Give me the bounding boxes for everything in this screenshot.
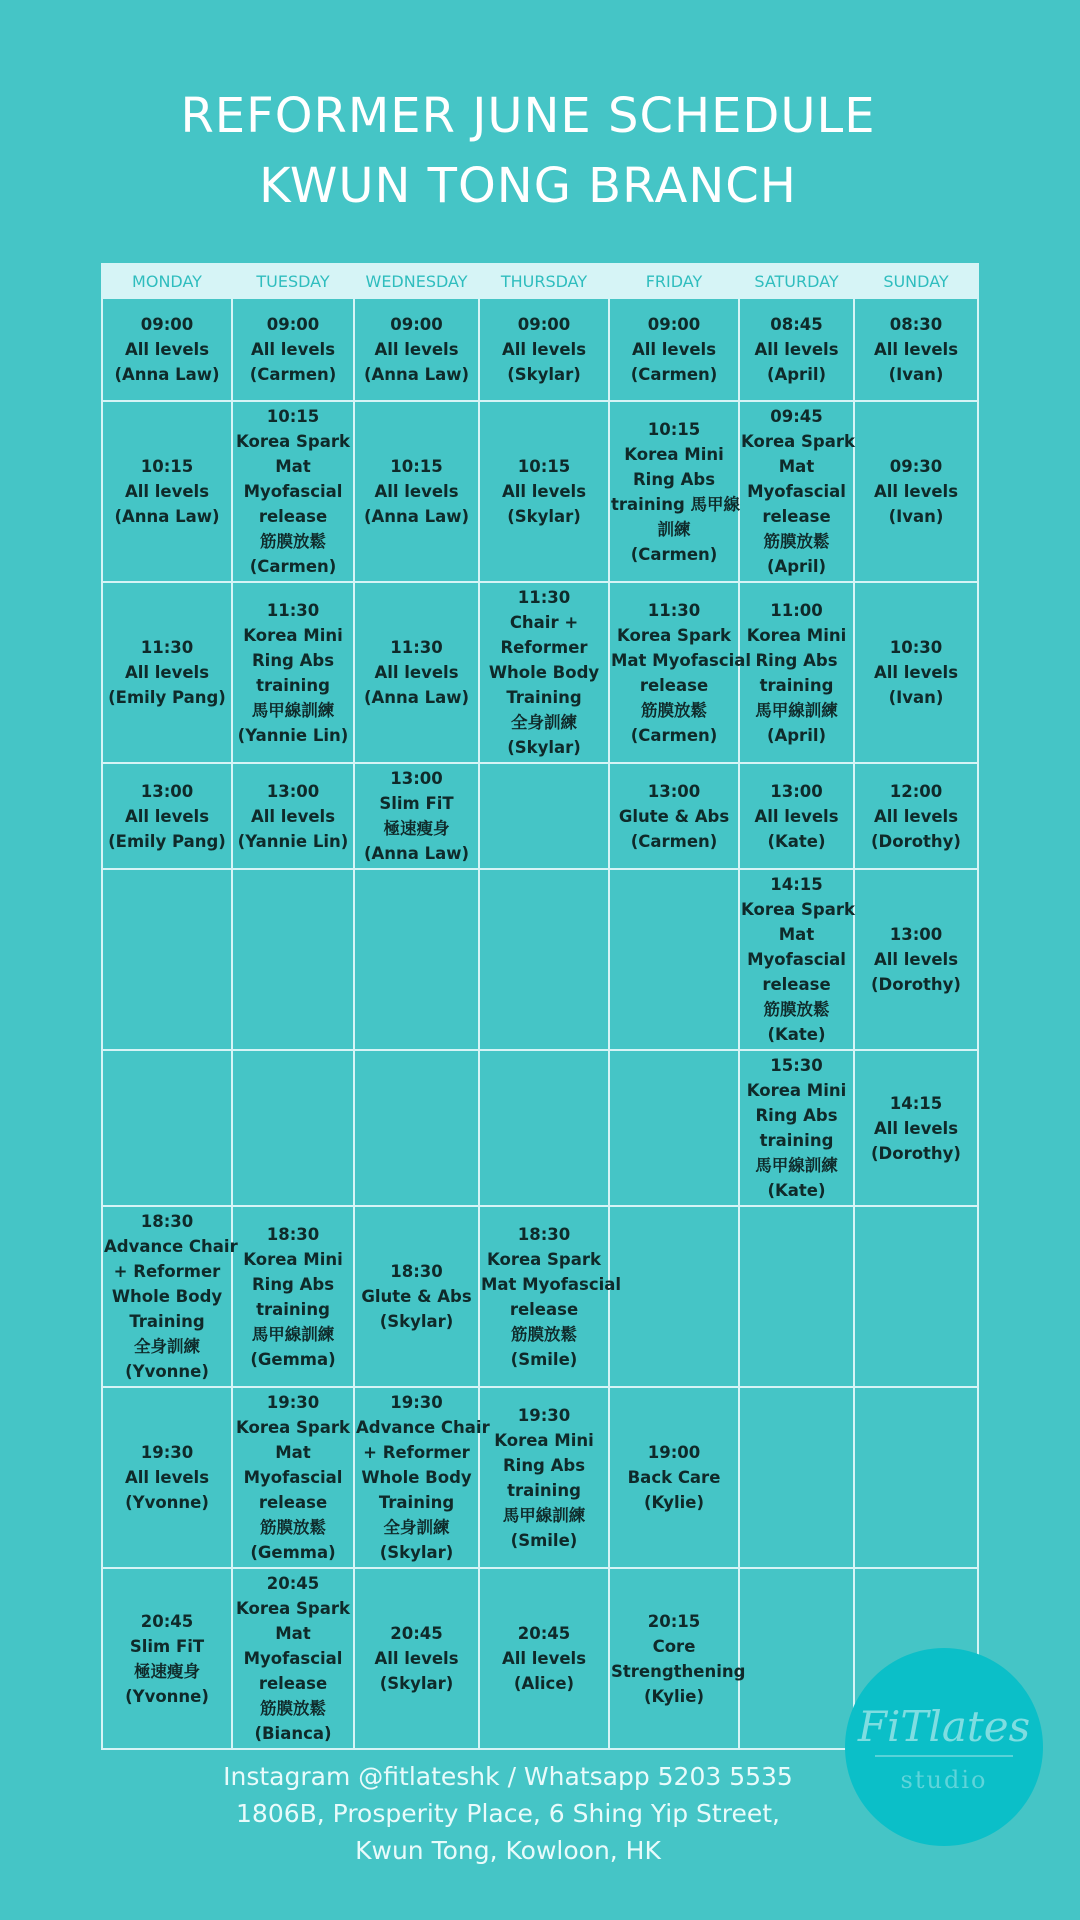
class-detail: 馬甲線訓練 [251, 1324, 335, 1344]
class-detail: Ring Abs [755, 1106, 838, 1125]
class-time: 09:00 [517, 315, 571, 334]
day-header-monday: MONDAY [102, 264, 232, 298]
class-detail: (Smile) [510, 1349, 578, 1369]
class-time: 11:30 [140, 638, 194, 657]
class-detail: Korea Spark [236, 1418, 350, 1437]
class-cell [354, 582, 479, 763]
schedule-table [101, 263, 979, 1750]
class-cell [739, 763, 854, 869]
empty-cell [102, 869, 232, 1050]
class-detail: All levels [501, 482, 587, 501]
class-cell [232, 763, 354, 869]
class-time: 19:30 [517, 1405, 571, 1425]
class-detail: + Reformer [363, 1443, 470, 1462]
day-header-friday: FRIDAY [609, 264, 739, 298]
class-detail: (Kylie) [643, 1686, 705, 1706]
class-time: 10:15 [266, 407, 320, 426]
class-cell [232, 582, 354, 763]
class-detail: 馬甲線訓練 [502, 1505, 586, 1525]
class-cell [102, 1568, 232, 1749]
class-detail: Korea Mini [243, 1249, 343, 1269]
class-time: 18:30 [140, 1212, 194, 1231]
class-detail: release [258, 1493, 328, 1512]
class-detail: All levels [250, 806, 336, 826]
class-cell [354, 1206, 479, 1387]
class-detail: Mat [778, 925, 815, 944]
class-cell [232, 1387, 354, 1568]
contact-line: Instagram @fitlateshk / Whatsapp 5203 5535 [223, 1762, 793, 1791]
class-detail: training [256, 675, 330, 695]
class-detail: Korea Mini [243, 625, 343, 645]
class-detail: (Carmen) [630, 365, 718, 384]
class-detail: (Yvonne) [125, 1686, 209, 1706]
class-detail: 筋膜放鬆 [260, 1699, 326, 1718]
class-time: 18:30 [266, 1224, 320, 1244]
class-detail: 全身訓練 [511, 713, 577, 732]
class-cell [739, 401, 854, 582]
class-cell [479, 1206, 622, 1387]
class-detail: Myofascial [747, 950, 846, 969]
class-cell [609, 1387, 739, 1568]
class-time: 10:15 [517, 457, 571, 476]
class-detail: Training [506, 688, 582, 707]
class-cell [354, 298, 479, 401]
branch-title: KWUN TONG BRANCH [259, 158, 797, 214]
time-slot-row [102, 1206, 978, 1387]
class-time: 20:45 [517, 1624, 571, 1643]
class-detail: Mat [275, 1624, 311, 1643]
class-cell [232, 1568, 354, 1749]
class-cell [854, 763, 978, 869]
class-time: 09:00 [390, 315, 443, 334]
class-detail: (Yannie Lin) [237, 725, 349, 745]
class-detail: Ring Abs [632, 469, 716, 489]
class-detail: All levels [124, 482, 210, 501]
class-time: 13:00 [140, 781, 194, 801]
class-time: 18:30 [517, 1224, 571, 1244]
class-time: 11:30 [390, 638, 443, 657]
class-cell [232, 298, 354, 401]
class-detail: (Anna Law) [363, 507, 470, 526]
class-detail: Advance Chair [356, 1418, 490, 1437]
empty-cell [102, 1050, 232, 1206]
class-detail: All levels [501, 340, 587, 359]
class-detail: (Dorothy) [871, 975, 961, 994]
class-detail: All levels [754, 806, 839, 826]
class-cell [102, 298, 232, 401]
class-detail: training [507, 1480, 581, 1500]
class-detail: (Kylie) [643, 1493, 705, 1512]
class-cell [739, 298, 854, 401]
class-time: 11:30 [647, 600, 701, 620]
class-cell [479, 582, 609, 763]
empty-cell [479, 869, 609, 1050]
class-detail: (Gemma) [250, 1543, 336, 1562]
class-detail: All levels [873, 663, 959, 682]
class-detail: Korea Mini [746, 625, 847, 645]
class-detail: (Carmen) [249, 557, 337, 576]
empty-cell [609, 1050, 739, 1206]
class-detail: All levels [501, 1649, 587, 1668]
class-detail: 筋膜放鬆 [763, 1000, 830, 1019]
class-detail: training [759, 675, 834, 695]
class-detail: 筋膜放鬆 [260, 1518, 326, 1537]
class-detail: 全身訓練 [383, 1518, 450, 1537]
time-slot-row [102, 582, 978, 763]
class-detail: Whole Body [361, 1468, 472, 1487]
empty-cell [609, 869, 739, 1050]
empty-cell [354, 1050, 479, 1206]
class-detail: Korea Mini [624, 444, 724, 464]
class-detail: Mat Myofascial [481, 1274, 622, 1294]
address-line-1: 1806B, Prosperity Place, 6 Shing Yip Street, [236, 1799, 780, 1828]
class-detail: 馬甲線訓練 [755, 700, 838, 720]
class-time: 12:00 [889, 781, 943, 801]
class-cell [232, 1206, 354, 1387]
class-detail: Training [378, 1493, 455, 1512]
class-detail: release [762, 507, 831, 526]
class-cell [854, 869, 978, 1050]
class-detail: Strengthening [611, 1661, 746, 1681]
class-detail: Mat [275, 1443, 311, 1462]
day-header-saturday: SATURDAY [739, 264, 854, 298]
class-time: 13:00 [770, 781, 823, 801]
class-detail: release [762, 975, 831, 994]
class-cell [609, 1568, 746, 1749]
empty-cell [739, 1206, 854, 1387]
class-detail: Advance Chair [104, 1237, 238, 1256]
class-detail: (Gemma) [250, 1349, 336, 1369]
class-time: 09:00 [140, 315, 194, 334]
class-detail: 極速瘦身 [134, 1661, 200, 1681]
class-detail: Whole Body [488, 663, 600, 682]
class-detail: (Anna Law) [363, 365, 470, 384]
class-cell [854, 401, 978, 582]
class-cell [854, 1050, 978, 1206]
class-detail: (Carmen) [630, 725, 718, 745]
time-slot-row [102, 1387, 978, 1568]
class-detail: All levels [374, 340, 459, 359]
class-detail: Chair + [509, 613, 579, 632]
class-detail: All levels [250, 340, 336, 359]
class-detail: Ring Abs [755, 650, 838, 670]
class-detail: Whole Body [111, 1287, 223, 1306]
class-detail: 馬甲線訓練 [755, 1156, 838, 1175]
class-detail: (April) [766, 725, 827, 745]
class-detail: (Kate) [767, 1025, 826, 1044]
empty-cell [354, 869, 479, 1050]
class-detail: (Ivan) [888, 365, 944, 384]
class-time: 10:15 [647, 419, 701, 439]
time-slot-row [102, 869, 978, 1050]
class-detail: Korea Mini [494, 1430, 594, 1450]
class-detail: (Yvonne) [125, 1493, 209, 1512]
class-detail: (Carmen) [249, 365, 337, 384]
class-detail: All levels [873, 950, 959, 969]
empty-cell [479, 1050, 609, 1206]
empty-cell [232, 1050, 354, 1206]
class-detail: Back Care [627, 1468, 721, 1487]
class-cell [479, 1387, 609, 1568]
class-detail: (Carmen) [630, 544, 718, 564]
class-cell [854, 298, 978, 401]
class-detail: release [258, 507, 328, 526]
class-time: 08:30 [889, 315, 943, 334]
class-detail: training [759, 1131, 834, 1150]
class-detail: (Skylar) [379, 1543, 454, 1562]
schedule-body [102, 298, 978, 1749]
class-detail: Glute & Abs [361, 1287, 472, 1306]
class-detail: 筋膜放鬆 [641, 700, 707, 720]
class-detail: (Kate) [767, 1181, 826, 1200]
time-slot-row [102, 298, 978, 401]
class-detail: Ring Abs [251, 1274, 335, 1294]
logo-wordmark: FiTlates [857, 1702, 1031, 1751]
class-detail: Mat [275, 457, 311, 476]
class-time: 11:30 [517, 588, 571, 607]
class-detail: (Ivan) [888, 688, 944, 707]
class-detail: 筋膜放鬆 [260, 532, 326, 551]
class-detail: Slim FiT [379, 794, 454, 813]
class-time: 10:15 [140, 457, 194, 476]
class-detail: (Dorothy) [871, 1143, 961, 1163]
logo-subtitle: studio [900, 1766, 988, 1794]
class-cell [354, 401, 479, 582]
class-detail: (April) [766, 557, 827, 576]
class-time: 09:00 [647, 315, 701, 334]
class-time: 20:45 [390, 1624, 443, 1643]
class-detail: All levels [124, 806, 210, 826]
class-time: 14:15 [770, 875, 823, 894]
class-cell [102, 1387, 232, 1568]
class-detail: (Skylar) [507, 507, 581, 526]
class-cell [854, 582, 978, 763]
empty-cell [232, 869, 354, 1050]
class-detail: (April) [766, 365, 827, 384]
class-detail: All levels [873, 482, 959, 501]
time-slot-row [102, 763, 978, 869]
class-cell [354, 1387, 490, 1568]
class-time: 19:30 [140, 1443, 194, 1462]
class-detail: All levels [631, 340, 717, 359]
class-detail: (Skylar) [507, 738, 581, 757]
day-header-sunday: SUNDAY [854, 264, 978, 298]
class-cell [479, 1568, 609, 1749]
class-detail: (Dorothy) [871, 831, 961, 851]
class-cell [609, 763, 739, 869]
class-cell [102, 1206, 238, 1387]
schedule-title: REFORMER JUNE SCHEDULE [180, 88, 876, 144]
day-header-wednesday: WEDNESDAY [354, 264, 479, 298]
class-time: 19:30 [390, 1393, 443, 1412]
class-cell [479, 401, 609, 582]
class-detail: 全身訓練 [134, 1337, 200, 1356]
class-detail: 筋膜放鬆 [763, 532, 830, 551]
class-time: 09:30 [889, 457, 943, 476]
class-detail: (Emily Pang) [108, 831, 226, 851]
class-time: 13:00 [889, 925, 943, 944]
class-cell [102, 401, 232, 582]
day-header-row [102, 264, 978, 298]
class-time: 20:45 [140, 1611, 194, 1631]
class-cell [609, 401, 739, 582]
class-detail: (Yannie Lin) [237, 831, 349, 851]
class-detail: training [256, 1299, 330, 1319]
class-detail: Ring Abs [251, 650, 335, 670]
class-detail: Mat [778, 457, 815, 476]
class-cell [102, 763, 232, 869]
class-detail: Slim FiT [129, 1636, 205, 1656]
class-detail: Reformer [500, 638, 588, 657]
class-detail: All levels [374, 663, 459, 682]
class-detail: Training [129, 1312, 205, 1331]
day-header-tuesday: TUESDAY [232, 264, 354, 298]
class-detail: (Emily Pang) [108, 688, 226, 707]
class-cell [739, 582, 854, 763]
class-detail: 訓練 [657, 519, 691, 539]
class-time: 10:15 [390, 457, 443, 476]
class-detail: All levels [873, 806, 959, 826]
class-detail: Korea Mini [746, 1081, 847, 1100]
class-detail: Korea Spark [741, 432, 855, 451]
class-detail: All levels [873, 1118, 959, 1138]
class-detail: (Anna Law) [114, 507, 220, 526]
class-detail: Myofascial [243, 482, 343, 501]
class-cell [609, 582, 752, 763]
class-detail: 筋膜放鬆 [511, 1324, 577, 1344]
class-detail: All levels [374, 482, 459, 501]
class-detail: (Anna Law) [363, 688, 470, 707]
class-detail: Korea Spark [236, 1599, 350, 1618]
empty-cell [854, 1206, 978, 1387]
class-time: 10:30 [889, 638, 943, 657]
class-cell [739, 869, 854, 1050]
class-detail: All levels [124, 1468, 210, 1487]
class-detail: Myofascial [243, 1649, 343, 1668]
class-detail: Korea Spark [236, 432, 350, 451]
class-time: 14:15 [889, 1093, 943, 1113]
class-detail: (Kate) [767, 831, 826, 851]
class-time: 20:45 [266, 1574, 320, 1593]
class-cell [354, 1568, 479, 1749]
class-time: 20:15 [647, 1611, 701, 1631]
class-detail: Ring Abs [502, 1455, 586, 1475]
class-detail: (Smile) [510, 1530, 578, 1550]
class-detail: training 馬甲線 [611, 494, 741, 514]
empty-cell [479, 763, 609, 869]
class-cell [739, 1050, 854, 1206]
empty-cell [609, 1206, 739, 1387]
class-time: 13:00 [390, 769, 443, 788]
class-detail: (Skylar) [507, 365, 581, 384]
class-detail: release [509, 1299, 579, 1319]
class-detail: (Anna Law) [363, 844, 470, 863]
class-time: 19:00 [647, 1443, 701, 1462]
class-detail: (Carmen) [630, 831, 718, 851]
class-detail: release [258, 1674, 328, 1693]
address-line-2: Kwun Tong, Kowloon, HK [355, 1836, 661, 1865]
class-detail: All levels [754, 340, 839, 359]
class-time: 08:45 [770, 315, 823, 334]
class-detail: Korea Spark [487, 1249, 601, 1269]
class-detail: (Skylar) [379, 1674, 454, 1693]
class-detail: Core [652, 1636, 696, 1656]
class-detail: (Bianca) [254, 1724, 332, 1743]
class-detail: Myofascial [243, 1468, 343, 1487]
time-slot-row [102, 401, 978, 582]
class-detail: 馬甲線訓練 [251, 700, 335, 720]
class-cell [102, 582, 232, 763]
class-detail: (Yvonne) [125, 1362, 209, 1381]
empty-cell [854, 1387, 978, 1568]
class-detail: (Ivan) [888, 507, 944, 526]
class-detail: All levels [374, 1649, 459, 1668]
empty-cell [739, 1387, 854, 1568]
class-cell [609, 298, 739, 401]
class-detail: release [639, 675, 709, 695]
class-detail: 極速瘦身 [383, 819, 450, 838]
class-detail: Korea Spark [741, 900, 855, 919]
class-detail: Mat Myofascial [611, 650, 752, 670]
class-detail: All levels [124, 340, 210, 359]
class-time: 09:45 [770, 407, 823, 426]
day-header-thursday: THURSDAY [479, 264, 609, 298]
class-cell [232, 401, 354, 582]
class-time: 11:30 [266, 600, 320, 620]
class-time: 18:30 [390, 1262, 443, 1281]
class-cell [479, 298, 609, 401]
empty-cell [739, 1568, 854, 1749]
studio-logo [845, 1648, 1043, 1846]
class-detail: Myofascial [747, 482, 846, 501]
class-time: 09:00 [266, 315, 320, 334]
class-detail: Glute & Abs [618, 806, 730, 826]
class-detail: (Alice) [513, 1674, 575, 1693]
class-time: 11:00 [770, 600, 823, 620]
class-detail: Korea Spark [617, 625, 731, 645]
class-detail: All levels [124, 663, 210, 682]
class-detail: All levels [873, 340, 959, 359]
class-detail: + Reformer [113, 1262, 221, 1281]
class-detail: (Anna Law) [114, 365, 220, 384]
class-time: 13:00 [266, 781, 320, 801]
class-time: 15:30 [770, 1056, 823, 1075]
logo-divider [875, 1755, 1013, 1757]
class-cell [354, 763, 479, 869]
class-time: 13:00 [647, 781, 701, 801]
class-detail: (Skylar) [379, 1312, 454, 1331]
class-time: 19:30 [266, 1393, 320, 1412]
time-slot-row [102, 1050, 978, 1206]
